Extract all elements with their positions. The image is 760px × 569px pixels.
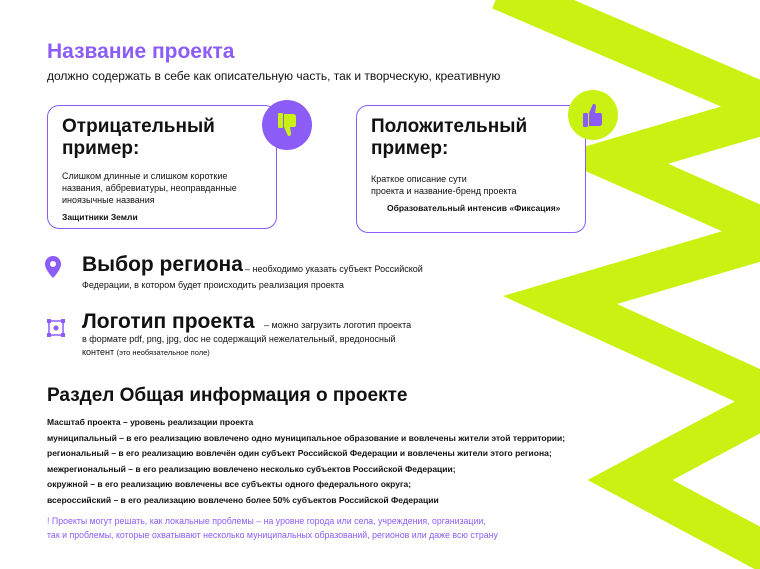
scale-list: [47, 415, 565, 509]
location-pin-icon: [44, 255, 62, 284]
list-item: Масштаб проекта – уровень реализации проекта: [47, 417, 254, 427]
list-item: муниципальный – в его реализацию вовлечено одно муниципальное образование и вовлечены жители этой территории;: [47, 432, 566, 443]
positive-example-card: [356, 105, 586, 233]
list-item: региональный – в его реализацию вовлечён один субъект Российской Федерации и вовлечены жители этого региона;: [47, 448, 552, 459]
image-select-icon: [46, 318, 66, 343]
thumbs-up-icon: [568, 90, 618, 140]
negative-example-card: [47, 105, 277, 229]
positive-card-description: Краткое описание сути проекта и название-бренд проекта: [371, 174, 517, 196]
positive-card-title: Положительный пример:: [371, 116, 528, 159]
negative-card-description: Слишком длинные и слишком короткие названия, аббревиатуры, неоправданные иноязычные названия: [62, 171, 237, 205]
list-item: всероссийский – в его реализацию вовлечено более 50% субъектов Российской Федерации: [47, 494, 439, 505]
logo-note-line3: контент (это необязательное поле): [82, 347, 210, 357]
region-section-title: Выбор региона: [82, 253, 243, 276]
positive-card-example: Образовательный интенсив «Фиксация»: [387, 203, 561, 213]
list-item: окружной – в его реализацию вовлечены все субъекты одного федерального округа;: [47, 479, 412, 490]
list-item: межрегиональный – в его реализацию вовлечено несколько субъектов Российской Федерации;: [47, 463, 456, 474]
region-note-line2: Федерации, в котором будет происходить реализация проекта: [82, 280, 344, 290]
logo-section-title: Логотип проекта: [82, 310, 255, 333]
negative-card-example: Защитники Земли: [62, 212, 138, 222]
logo-note-line1: – можно загрузить логотип проекта: [264, 320, 412, 330]
thumbs-down-icon: [262, 100, 312, 150]
negative-card-title: Отрицательный пример:: [62, 116, 215, 159]
region-note-line1: – необходимо указать субъект Российской: [245, 264, 423, 274]
footnote: ! Проекты могут решать, как локальные проблемы – на уровне города или села, учреждения, организации, так и проблемы, которые охватывают несколько муниципальных образований, регионов или даже всю страну: [47, 516, 498, 540]
logo-note-line2: в формате pdf, png, jpg, doc не содержащий нежелательный, вредоносный: [82, 334, 396, 344]
page-title: Название проекта: [47, 40, 235, 63]
general-info-heading: Раздел Общая информация о проекте: [47, 385, 408, 406]
page-subtitle: должно содержать в себе как описательную часть, так и творческую, креативную: [47, 69, 501, 83]
